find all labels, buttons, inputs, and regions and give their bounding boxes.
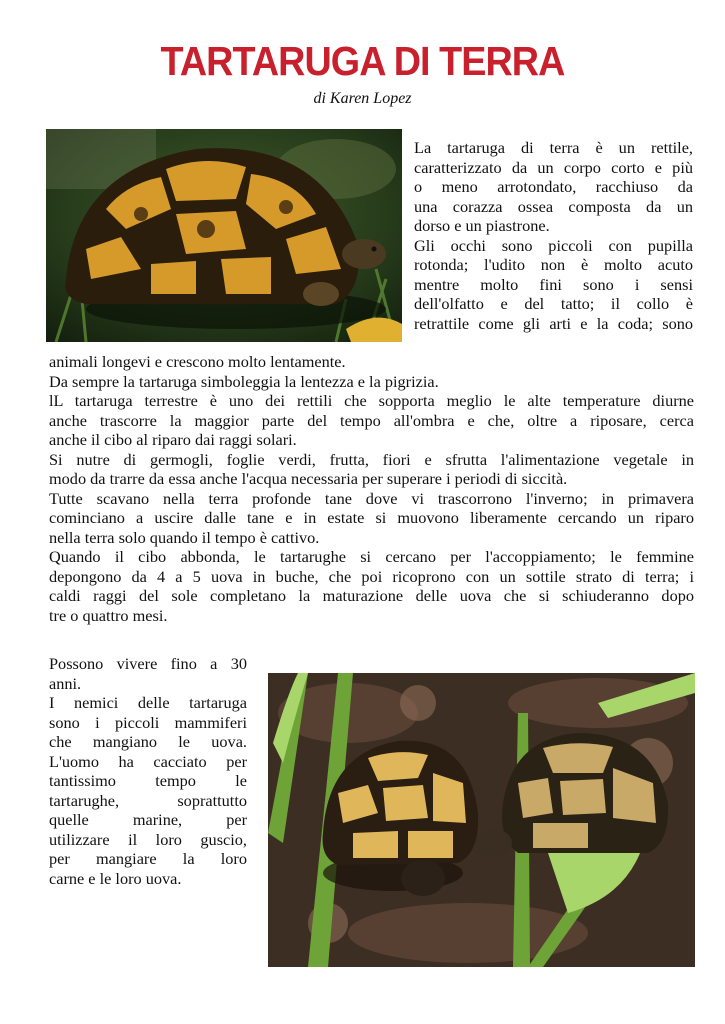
text-line: dorso e un piastrone. [414, 216, 550, 235]
tortoise-photo [46, 129, 402, 342]
text-line: rotonda; l'udito non è molto acuto [414, 255, 693, 274]
text-line: Si nutre di germogli, foglie verdi, frutta, fiori e sfrutta l'alimentazione vegetale in [49, 449, 694, 469]
text-line: utilizzare il loro guscio, [49, 829, 247, 849]
text-line: La tartaruga di terra è un rettile, [414, 138, 693, 157]
text-line: Quando il cibo abbonda, le tartarughe si cercano per l'accoppiamento; le femmine [49, 547, 694, 566]
article-title: TARTARUGA DI TERRA [160, 38, 565, 84]
text-line: caldi raggi del sole completano la maturazione delle uova che si schiuderanno dopo [49, 586, 694, 605]
text-line: nella terra solo quando il tempo è cattivo. [49, 527, 320, 547]
closing-paragraph [49, 654, 247, 888]
text-line: tartarughe, soprattutto [49, 790, 247, 810]
text-line: per mangiare la loro [49, 849, 247, 868]
text-line: quelle marine, per [49, 810, 247, 829]
baby-tortoises-photo [268, 673, 695, 967]
text-line: che mangiano le uova. [49, 732, 247, 751]
text-line: carne e le loro uova. [49, 868, 182, 888]
text-line: Possono vivere fino a 30 [49, 654, 247, 673]
text-line: lL tartaruga terrestre è uno dei rettili che sopporta meglio le alte temperature diurne [49, 391, 694, 410]
text-line: tre o quattro mesi. [49, 605, 168, 625]
body-paragraphs [49, 352, 694, 625]
text-line: depongono da 4 a 5 uova in buche, che poi ricoprono con un sottile strato di terra; i [49, 566, 694, 586]
text-line: anche il cibo al riparo dai raggi solari. [49, 430, 297, 449]
text-line: animali longevi e crescono molto lentamente. [49, 352, 346, 371]
article-author: di Karen Lopez [313, 90, 412, 107]
text-line: Gli occhi sono piccoli con pupilla [414, 235, 693, 255]
text-line: Da sempre la tartaruga simboleggia la lentezza e la pigrizia. [49, 371, 439, 391]
text-line: mentre molto fini sono i sensi [414, 274, 693, 294]
text-line: anche trascorre la maggior parte del tempo all'ombra e che, oltre a riposare, cerca [49, 410, 694, 430]
text-line: tantissimo tempo le [49, 771, 247, 790]
text-line: I nemici delle tartaruga [49, 693, 247, 712]
text-line: Tutte scavano nella terra profonde tane dove vi trascorrono l'inverno; in primavera [49, 488, 694, 508]
text-line: una corazza ossea composta da un [414, 196, 693, 216]
text-line: modo da trarre da essa anche l'acqua necessaria per superare i periodi di siccità. [49, 469, 568, 488]
intro-paragraph [414, 138, 693, 333]
text-line: anni. [49, 673, 82, 693]
text-line: retrattile come gli arti e la coda; sono [414, 313, 693, 333]
text-line: cominciano a uscire dalle tane e in estate si muovono liberamente cercando un riparo [49, 508, 694, 527]
text-line: caratterizzato da un corpo corto e più [414, 157, 693, 177]
text-line: dell'olfatto e del tatto; il collo è [414, 294, 693, 313]
text-line: sono i piccoli mammiferi [49, 712, 247, 732]
text-line: L'uomo ha cacciato per [49, 751, 247, 771]
text-line: o meno arrotondato, racchiuso da [414, 177, 693, 196]
